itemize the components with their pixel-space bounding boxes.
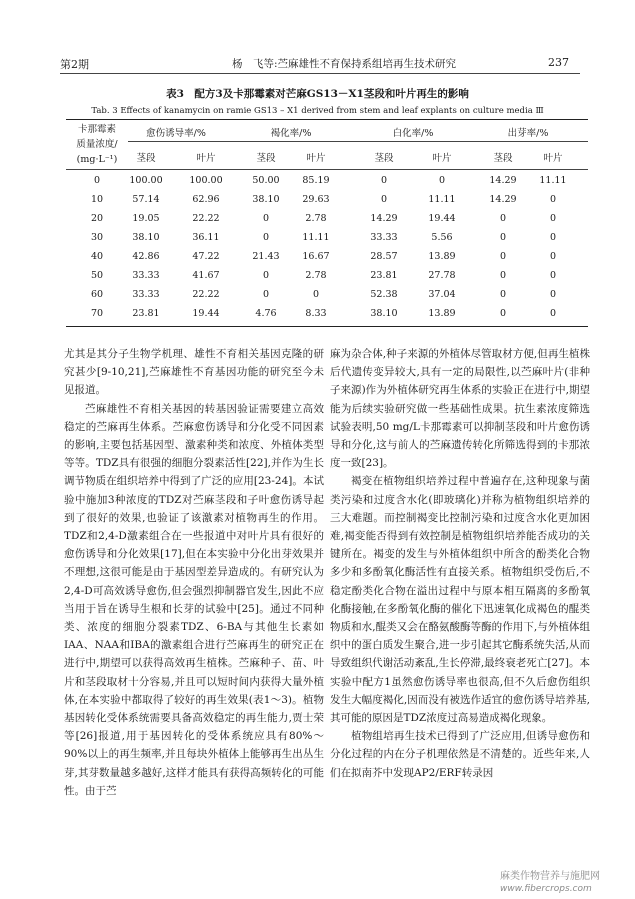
running-title: 杨 飞等:苎麻雄性不育保持系组培再生技术研究 <box>232 58 457 70</box>
table-cell: 42.86 <box>132 251 160 262</box>
table-cell: 0 <box>549 213 557 224</box>
table-group-rule <box>128 141 588 142</box>
table-cell: 0 <box>262 213 270 224</box>
table-cell: 14.29 <box>489 194 517 205</box>
table-cell: 13.89 <box>428 308 456 319</box>
table-cell: 23.81 <box>370 270 398 281</box>
table-cell: 29.63 <box>302 194 330 205</box>
table-cell: 0 <box>549 289 557 300</box>
row-concentration: 60 <box>90 289 104 300</box>
table-cell: 36.11 <box>192 232 220 243</box>
group-header: 出芽率/% <box>507 128 549 139</box>
table-cell: 33.33 <box>132 270 160 281</box>
table-cell: 57.14 <box>132 194 160 205</box>
table-cell: 0 <box>262 270 270 281</box>
table-cell: 0 <box>262 232 270 243</box>
table-cell: 52.38 <box>370 289 398 300</box>
right-column <box>330 345 590 782</box>
paragraph: 褐变在植物组织培养过程中普遍存在,这种现象与菌类污染和过度含水化(即玻璃化)并称为植物组织培养的三大难题。而控制褐变比控制污染和过度含水化更加困难,褐变能否得到有效控制是植物组织培养能否成功的关键所在。褐变的发生与外植体组织中所含的酚类化合物多少和多酚氧化酶活性有直接关系。植物组织受伤后,不稳定酚类化合物在溢出过程中与原本相互隔离的多酚氧化酶接触,在多酚氧化酶的催化下迅速氧化成褐色的醌类物质和水,醌类又会在酪氨酸酶等酶的作用下,与外植体组织中的蛋白质发生聚合,进一步引起其它酶系统失活,从而导致组织代谢活动紊乱,生长停滞,最终衰老死亡[27]。本实验中配方1虽然愈伤诱导率也很高,但不久后愈伤组织发生大幅度褐化,因而没有被选作适宜的愈伤诱导培养基,其可能的原因是TDZ浓度过高易造成褐化现象。 <box>330 475 590 725</box>
stub-header-line: (mg·L⁻¹) <box>76 154 118 165</box>
column-header: 叶片 <box>543 153 563 164</box>
table-cell: 19.05 <box>132 213 160 224</box>
stub-header-line: 卡那霉素 <box>77 124 116 135</box>
table-cell: 38.10 <box>132 232 160 243</box>
table-cell: 28.57 <box>370 251 398 262</box>
table-cell: 11.11 <box>302 232 330 243</box>
group-header: 愈伤诱导率/% <box>146 128 206 139</box>
table-cell: 27.78 <box>428 270 456 281</box>
table-cell: 14.29 <box>489 175 517 186</box>
group-header: 褐化率/% <box>270 128 312 139</box>
table-cell: 33.33 <box>132 289 160 300</box>
table-bottom-rule <box>66 326 588 327</box>
paragraph: 尤其是其分子生物学机理、雄性不育相关基因克隆的研究甚少[9-10,21],苎麻雄性不育基因功能的研究至今未见报道。 <box>64 348 324 397</box>
table-caption-cn: 表3 配方3及卡那霉素对芒麻GS13－X1茎段和叶片再生的影响 <box>166 88 469 100</box>
table-cell: 0 <box>499 308 507 319</box>
table-cell: 22.22 <box>192 213 220 224</box>
group-header: 白化率/% <box>392 128 434 139</box>
table-cell: 37.04 <box>428 289 456 300</box>
column-header: 叶片 <box>432 153 452 164</box>
table-cell: 21.43 <box>252 251 280 262</box>
table-cell: 33.33 <box>370 232 398 243</box>
table-cell: 38.10 <box>252 194 280 205</box>
table-cell: 2.78 <box>305 213 327 224</box>
table-cell: 23.81 <box>132 308 160 319</box>
row-concentration: 20 <box>90 213 104 224</box>
table-cell: 13.89 <box>428 251 456 262</box>
table-cell: 47.22 <box>192 251 220 262</box>
table-cell: 85.19 <box>302 175 330 186</box>
table-cell: 0 <box>499 289 507 300</box>
table-cell: 0 <box>499 251 507 262</box>
table-cell: 0 <box>438 175 446 186</box>
watermark-text: 麻类作物营养与施肥网 <box>500 871 600 882</box>
left-column <box>64 345 324 800</box>
column-header: 叶片 <box>196 153 216 164</box>
data-table <box>66 119 588 327</box>
row-concentration: 70 <box>90 308 104 319</box>
table-cell: 5.56 <box>431 232 453 243</box>
stub-header-line: 质量浓度/ <box>76 139 118 150</box>
table-cell: 0 <box>499 213 507 224</box>
issue-number: 第2期 <box>60 58 89 71</box>
table-cell: 0 <box>499 232 507 243</box>
column-header: 茎段 <box>136 153 156 164</box>
table-cell: 50.00 <box>252 175 280 186</box>
table-cell: 2.78 <box>305 270 327 281</box>
watermark <box>500 870 600 896</box>
table-cell: 4.76 <box>255 308 277 319</box>
row-concentration: 0 <box>93 175 101 186</box>
table-header-rule <box>66 169 588 170</box>
row-concentration: 30 <box>90 232 104 243</box>
table-cell: 14.29 <box>370 213 398 224</box>
table-cell: 0 <box>549 308 557 319</box>
table-cell: 8.33 <box>305 308 327 319</box>
table-cell: 0 <box>549 251 557 262</box>
table-caption-en: Tab. 3 Effects of kanamycin on ramie GS13 – X1 derived from stem and leaf explants on culture media Ⅲ <box>91 106 544 116</box>
table-cell: 100.00 <box>129 175 163 186</box>
row-concentration: 40 <box>90 251 104 262</box>
header-rule <box>60 73 580 74</box>
table-cell: 38.10 <box>370 308 398 319</box>
table-cell: 0 <box>380 194 388 205</box>
table-cell: 0 <box>380 175 388 186</box>
table-cell: 22.22 <box>192 289 220 300</box>
paragraph: 苎麻雄性不育相关基因的转基因验证需要建立高效稳定的苎麻再生体系。苎麻愈伤诱导和分化受不同因素的影响,主要包括基因型、激素种类和浓度、外植体类型等等。TDZ具有很强的细胞分裂素活性[22],并作为生长调节物质在组织培养中得到了广泛的应用[23-24]。本试验中施加3种浓度的TDZ对苎麻茎段和子叶愈伤诱导起到了很好的效果,也验证了该激素对植物再生的作用。TDZ和2,4-D激素组合在一些报道中对叶片具有很好的愈伤诱导和分化效果[17],但在本实验中分化出芽效果并不理想,这很可能是由于基因型差异造成的。有研究认为2,4-D可高效诱导愈伤,但会强烈抑制器官发生,因此不应当用于旨在诱导生根和长芽的试验中[25]。通过不同种类、浓度的细胞分裂素TDZ、6-BA与其他生长素如IAA、NAA和IBA的激素组合进行苎麻再生的研究正在进行中,期望可以获得高效再生植株。苎麻种子、苗、叶片和茎段取材十分容易,并且可以短时间内获得大量外植体,在本实验中都取得了较好的再生效果(表1～3)。植物基因转化受体系统需要具备高效稳定的再生能力,贾士荣等[26]报道,用于基因转化的受体系统应具有80%～90%以上的再生频率,并且每块外植体上能够再生出丛生芽,其芽数量越多越好,这样才能具有获得高频转化的可能性。由于苎 <box>64 402 324 797</box>
table-cell: 0 <box>549 270 557 281</box>
column-header: 叶片 <box>306 153 326 164</box>
table-cell: 11.11 <box>539 175 567 186</box>
table-cell: 62.96 <box>192 194 220 205</box>
watermark-url: www.fibercrops.com <box>500 884 592 894</box>
table-top-rule <box>66 119 588 120</box>
table-cell: 41.67 <box>192 270 220 281</box>
column-header: 茎段 <box>374 153 394 164</box>
table-cell: 19.44 <box>428 213 456 224</box>
column-header: 茎段 <box>256 153 276 164</box>
table-cell: 0 <box>549 194 557 205</box>
table-cell: 11.11 <box>428 194 456 205</box>
table-cell: 19.44 <box>192 308 220 319</box>
table-cell: 0 <box>262 289 270 300</box>
page-number: 237 <box>548 56 569 69</box>
paragraph: 植物组培再生技术已得到了广泛应用,但诱导愈伤和分化过程的内在分子机理依然是不清楚的。近些年来,人们在拟南芥中发现AP2/ERF转录因 <box>330 730 590 779</box>
row-concentration: 50 <box>90 270 104 281</box>
table-cell: 0 <box>312 289 320 300</box>
table-cell: 16.67 <box>302 251 330 262</box>
row-concentration: 10 <box>90 194 104 205</box>
table-cell: 100.00 <box>189 175 223 186</box>
table-cell: 0 <box>499 270 507 281</box>
column-header: 茎段 <box>493 153 513 164</box>
table-cell: 0 <box>549 232 557 243</box>
paragraph: 麻为杂合体,种子来源的外植体尽管取材方便,但再生植株后代遗传变异较大,具有一定的局限性,以苎麻叶片(非种子来源)作为外植体研究再生体系的实验正在进行中,期望能为后续实验研究做一些基础性成果。抗生素浓度筛选试验表明,50 mg/L卡那霉素可以抑制茎段和叶片愈伤诱导和分化,这与前人的苎麻遗传转化所筛选得到的卡那浓度一致[23]。 <box>330 348 590 470</box>
